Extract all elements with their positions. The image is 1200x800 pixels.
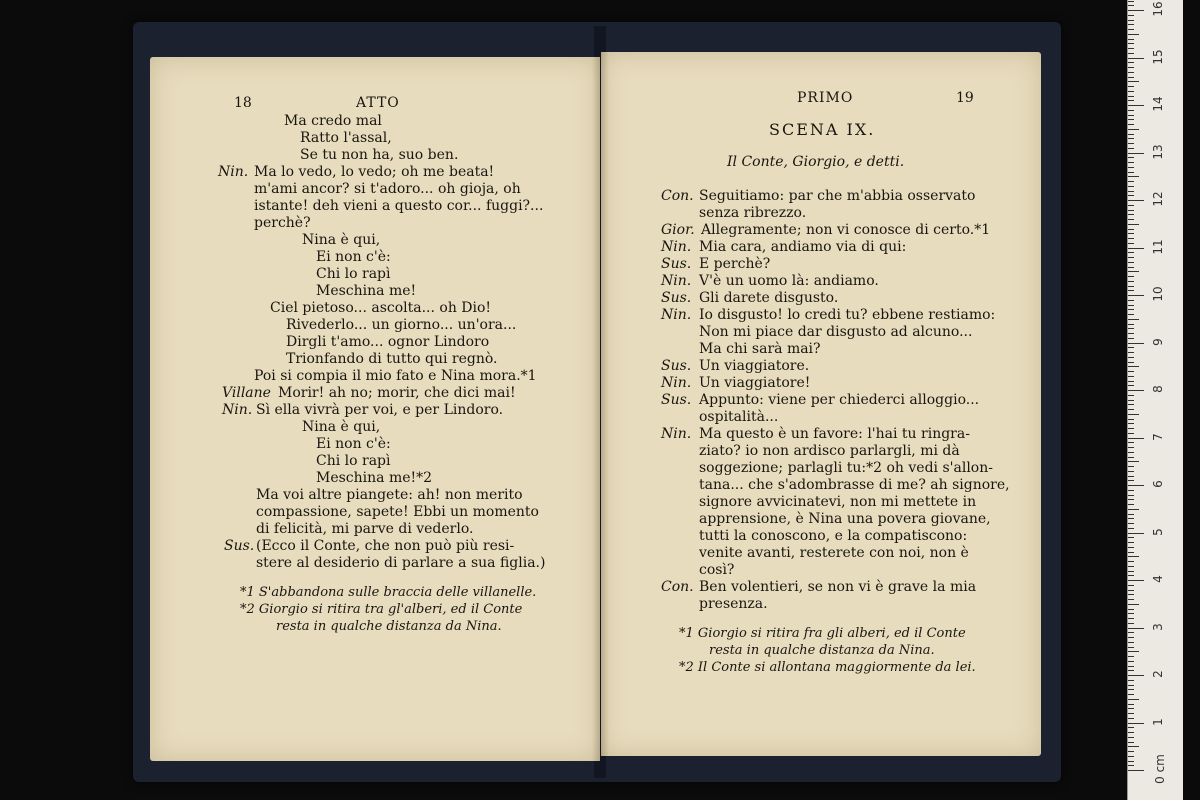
ruler-tick [1128,309,1134,310]
ruler-tick [1128,91,1134,92]
prose-line: Un viaggiatore! [699,375,811,391]
ruler-tick [1128,438,1144,439]
speaker-label: Nin. [661,273,692,289]
ruler-tick [1128,295,1144,296]
ruler-tick [1128,580,1144,581]
ruler-tick [1128,129,1139,130]
verse-line: Ei non c'è: [316,249,391,265]
ruler-tick [1128,694,1134,695]
ruler-tick [1128,599,1134,600]
page-gutter-shadow [601,52,609,756]
prose-line: venite avanti, resterete con noi, non è [699,545,969,561]
ruler-tick [1128,376,1134,377]
ruler-tick [1128,210,1134,211]
ruler-tick [1128,267,1134,268]
ruler-tick [1128,276,1134,277]
ruler-tick [1128,362,1134,363]
ruler-tick [1128,238,1134,239]
ruler-tick [1128,504,1134,505]
ruler-tick [1128,518,1134,519]
ruler-tick [1128,704,1134,705]
ruler-tick [1128,134,1134,135]
verse-line: Trionfando di tutto qui regnò. [286,351,498,367]
ruler-tick [1128,195,1134,196]
ruler-tick [1128,404,1134,405]
ruler-tick [1128,333,1134,334]
speaker-label: Con. [661,579,694,595]
prose-line: Ma chi sarà mai? [699,341,821,357]
ruler-tick [1128,419,1134,420]
ruler-tick [1128,243,1134,244]
speaker-label: Nin. [661,375,692,391]
ruler-tick [1128,685,1134,686]
ruler-tick [1128,15,1134,16]
ruler-tick [1128,547,1134,548]
ruler-tick [1128,5,1134,6]
ruler-tick [1128,433,1134,434]
prose-line: istante! deh vieni a questo cor... fuggi?... [254,198,544,214]
ruler-tick [1128,552,1134,553]
ruler-tick [1128,252,1134,253]
prose-line: ziato? io non ardisco parlargli, mi dà [699,443,960,459]
prose-line: Mia cara, andiamo via di qui: [699,239,907,255]
ruler-tick [1128,290,1134,291]
running-head: ATTO [356,95,400,111]
ruler-tick [1128,409,1134,410]
ruler-tick [1128,176,1139,177]
ruler-tick [1128,490,1134,491]
prose-line: E perchè? [699,256,771,272]
ruler-tick [1128,58,1144,59]
prose-line: senza ribrezzo. [699,205,807,221]
ruler-tick [1128,561,1134,562]
prose-line: (Ecco il Conte, che non può più resi- [256,538,515,554]
verse-line: Se tu non ha, suo ben. [300,147,459,163]
verse-line: Nina è qui, [302,232,381,248]
ruler-label: 13 [1151,143,1165,160]
ruler-tick [1128,43,1134,44]
ruler-tick [1128,756,1134,757]
ruler-tick [1128,100,1134,101]
ruler-tick [1128,480,1134,481]
ruler-tick [1128,400,1134,401]
ruler-tick [1128,105,1144,106]
ruler-tick [1128,48,1134,49]
prose-line: tutti la conoscono, e la compatiscono: [699,528,968,544]
ruler-tick [1128,186,1134,187]
ruler-label: 6 [1151,480,1165,488]
ruler-tick [1128,124,1134,125]
ruler-tick [1128,556,1139,557]
ruler-tick [1128,414,1139,415]
ruler-tick [1128,423,1134,424]
prose-line: presenza. [699,596,768,612]
ruler-tick [1128,191,1134,192]
ruler-tick [1128,471,1134,472]
ruler-label: 9 [1151,337,1165,346]
verse-line: Nina è qui, [302,419,381,435]
ruler-label: 2 [1151,670,1165,678]
ruler-tick [1128,148,1134,149]
prose-line: apprensione, è Nina una povera giovane, [699,511,991,527]
ruler-tick [1128,381,1134,382]
footnote: *1 S'abbandona sulle braccia delle villanelle. [240,585,537,600]
ruler-tick [1128,609,1134,610]
prose-line: signore avvicinatevi, non mi mettete in [699,494,977,510]
ruler-tick [1128,542,1134,543]
ruler-tick [1128,637,1134,638]
prose-line: di felicità, mi parve di vederlo. [256,521,474,537]
prose-line: Ben volentieri, se non vi è grave la mia [699,579,977,595]
ruler-tick [1128,77,1134,78]
prose-line: così? [699,562,735,578]
footnote: resta in qualche distanza da Nina. [709,643,935,658]
prose-line: Gli darete disgusto. [699,290,839,306]
verse-line: Dirgli t'amo... ognor Lindoro [286,334,490,350]
footnote: resta in qualche distanza da Nina. [276,619,502,634]
running-head: PRIMO [797,90,854,106]
ruler-tick [1128,461,1139,462]
ruler-tick [1128,86,1134,87]
ruler-tick [1128,457,1134,458]
verse-line: Ciel pietoso... ascolta... oh Dio! [270,300,492,316]
ruler-tick [1128,675,1144,676]
ruler-tick [1128,262,1134,263]
ruler-tick [1128,1,1134,2]
ruler-tick [1128,495,1134,496]
ruler-label: 10 [1151,286,1165,302]
prose-line: ospitalità... [699,409,779,425]
verse-line: Chi lo rapì [316,266,391,282]
ruler-tick [1128,447,1134,448]
ruler-tick [1128,366,1139,367]
speaker-label: Nin. [222,402,253,418]
ruler-tick [1128,338,1134,339]
prose-line: Ma lo vedo, lo vedo; oh me beata! [254,164,495,180]
footnote: *1 Giorgio si ritira fra gli alberi, ed il Conte [679,626,966,641]
ruler-tick [1128,328,1134,329]
ruler-tick [1128,72,1134,73]
prose-line: Ma voi altre piangete: ah! non merito [256,487,523,503]
ruler-tick [1128,219,1134,220]
speaker-label: Sus. [661,290,692,306]
ruler-tick [1128,81,1139,82]
ruler-tick [1128,666,1134,667]
verse-line: Chi lo rapì [316,453,391,469]
ruler-tick [1128,571,1134,572]
prose-line: Un viaggiatore. [699,358,810,374]
ruler-tick [1128,628,1144,629]
ruler-tick [1128,357,1134,358]
ruler-tick [1128,533,1144,534]
speaker-label: Con. [661,188,694,204]
prose-line: Ma questo è un favore: l'hai tu ringra- [699,426,970,442]
ruler-tick [1128,229,1134,230]
ruler-label: 5 [1151,527,1165,536]
ruler-tick [1128,476,1134,477]
ruler-tick [1128,200,1144,201]
ruler-tick [1128,499,1134,500]
measurement-ruler [1127,0,1183,800]
ruler-tick [1128,642,1134,643]
ruler-tick [1128,153,1144,154]
ruler-tick [1128,647,1134,648]
speaker-label: Sus. [661,256,692,272]
ruler-label: 1 [1151,717,1165,726]
ruler-tick [1128,96,1134,97]
prose-line: Appunto: viene per chiederci alloggio... [699,392,980,408]
ruler-tick [1128,594,1134,595]
ruler-tick [1128,751,1134,752]
ruler-tick [1128,452,1134,453]
speaker-label: Nin. [218,164,249,180]
ruler-tick [1128,713,1134,714]
ruler-tick [1128,167,1134,168]
ruler-tick [1128,575,1134,576]
scene-characters: Il Conte, Giorgio, e detti. [727,154,905,170]
ruler-tick [1128,514,1134,515]
ruler-tick [1128,485,1144,486]
ruler-tick [1128,623,1134,624]
speaker-label: Gior. [661,222,695,238]
ruler-tick [1128,585,1134,586]
ruler-label: 7 [1151,432,1165,441]
ruler-tick [1128,699,1139,700]
prose-line: Non mi piace dar disgusto ad alcuno... [699,324,973,340]
prose-line: Seguitiamo: par che m'abbia osservato [699,188,976,204]
ruler-label: 14 [1151,96,1165,112]
ruler-tick [1128,732,1134,733]
left-page [150,57,600,761]
ruler-tick [1128,528,1134,529]
ruler-tick [1128,257,1134,258]
ruler-tick [1128,119,1134,120]
ruler-label: 0 cm [1153,754,1167,784]
ruler-tick [1128,670,1134,671]
ruler-tick [1128,162,1134,163]
ruler-tick [1128,181,1134,182]
ruler-tick [1128,347,1134,348]
ruler-label: 12 [1151,191,1165,207]
ruler-label: 16 [1151,1,1165,17]
ruler-tick [1128,115,1134,116]
footnote: *2 Il Conte si allontana maggiormente da lei. [679,660,976,675]
speaker-label: Sus. [661,392,692,408]
ruler-tick [1128,770,1144,771]
verse-line: Meschina me!*2 [316,470,433,486]
prose-line: compassione, sapete! Ebbi un momento [256,504,539,520]
ruler-tick [1128,20,1134,21]
ruler-tick [1128,172,1134,173]
ruler-tick [1128,661,1134,662]
prose-line: Morir! ah no; morir, che dici mai! [278,385,516,401]
ruler-tick [1128,765,1134,766]
ruler-tick [1128,385,1134,386]
ruler-tick [1128,34,1139,35]
page-gutter-shadow [592,57,600,761]
prose-line: soggezione; parlagli tu:*2 oh vedi s'allon- [699,460,993,476]
ruler-tick [1128,343,1144,344]
verse-line: Rivederlo... un giorno... un'ora... [286,317,517,333]
ruler-label: 11 [1151,238,1165,255]
ruler-tick [1128,727,1134,728]
ruler-tick [1128,39,1134,40]
ruler-tick [1128,53,1134,54]
ruler-tick [1128,523,1134,524]
ruler-tick [1128,632,1134,633]
verse-line: Ei non c'è: [316,436,391,452]
ruler-tick [1128,746,1139,747]
ruler-tick [1128,466,1134,467]
ruler-tick [1128,680,1134,681]
ruler-tick [1128,689,1134,690]
verse-line: Poi si compia il mio fato e Nina mora.*1 [254,368,537,384]
ruler-tick [1128,214,1134,215]
ruler-tick [1128,613,1134,614]
speaker-label: Sus. [661,358,692,374]
ruler-tick [1128,205,1134,206]
ruler-tick [1128,708,1134,709]
ruler-tick [1128,305,1134,306]
ruler-label: 3 [1151,622,1165,631]
ruler-tick [1128,442,1134,443]
ruler-tick [1128,651,1139,652]
ruler-tick [1128,319,1139,320]
page-number: 18 [234,95,252,111]
verse-line: Ratto l'assal, [300,130,392,146]
ruler-tick [1128,723,1144,724]
ruler-tick [1128,24,1134,25]
ruler-tick [1128,281,1134,282]
ruler-tick [1128,390,1144,391]
ruler-tick [1128,271,1139,272]
ruler-tick [1128,590,1134,591]
ruler-tick [1128,300,1134,301]
ruler-tick [1128,314,1134,315]
ruler-tick [1128,566,1134,567]
prose-line: Io disgusto! lo credi tu? ebbene restiamo: [699,307,996,323]
ruler-tick [1128,324,1134,325]
ruler-tick [1128,604,1139,605]
ruler-tick [1128,138,1134,139]
ruler-tick [1128,656,1134,657]
ruler-tick [1128,371,1134,372]
ruler-tick [1128,29,1134,30]
ruler-tick [1128,718,1134,719]
prose-line: V'è un uomo là: andiamo. [699,273,879,289]
prose-line: stere al desiderio di parlare a sua figlia.) [256,555,546,571]
ruler-tick [1128,737,1134,738]
footnote: *2 Giorgio si ritira tra gl'alberi, ed il Conte [240,602,523,617]
ruler-label: 4 [1151,575,1165,583]
ruler-tick [1128,428,1134,429]
ruler-tick [1128,248,1144,249]
speaker-label: Nin. [661,239,692,255]
verse-line: Ma credo mal [284,113,382,129]
ruler-label: 15 [1151,48,1165,65]
ruler-tick [1128,352,1134,353]
speaker-label: Sus. [224,538,255,554]
ruler-label: 8 [1151,385,1165,393]
ruler-tick [1128,224,1139,225]
ruler-tick [1128,67,1134,68]
ruler-tick [1128,110,1134,111]
page-number: 19 [956,90,974,106]
speaker-label: Villane [222,385,271,401]
prose-line: perchè? [254,215,311,231]
ruler-tick [1128,742,1134,743]
ruler-tick [1128,618,1134,619]
ruler-tick [1128,537,1134,538]
ruler-tick [1128,157,1134,158]
scene-title: SCENA IX. [769,120,876,139]
right-page [601,52,1041,756]
ruler-tick [1128,761,1134,762]
prose-line: Sì ella vivrà per voi, e per Lindoro. [256,402,504,418]
prose-line: Allegramente; non vi conosce di certo.*1 [701,222,991,238]
ruler-tick [1128,10,1144,11]
prose-line: tana... che s'adombrasse di me? ah signore, [699,477,1010,493]
speaker-label: Nin. [661,426,692,442]
speaker-label: Nin. [661,307,692,323]
prose-line: m'ami ancor? si t'adoro... oh gioja, oh [254,181,521,197]
verse-line: Meschina me! [316,283,417,299]
ruler-tick [1128,143,1134,144]
ruler-tick [1128,233,1134,234]
ruler-tick [1128,395,1134,396]
ruler-tick [1128,286,1134,287]
ruler-tick [1128,509,1139,510]
ruler-tick [1128,62,1134,63]
